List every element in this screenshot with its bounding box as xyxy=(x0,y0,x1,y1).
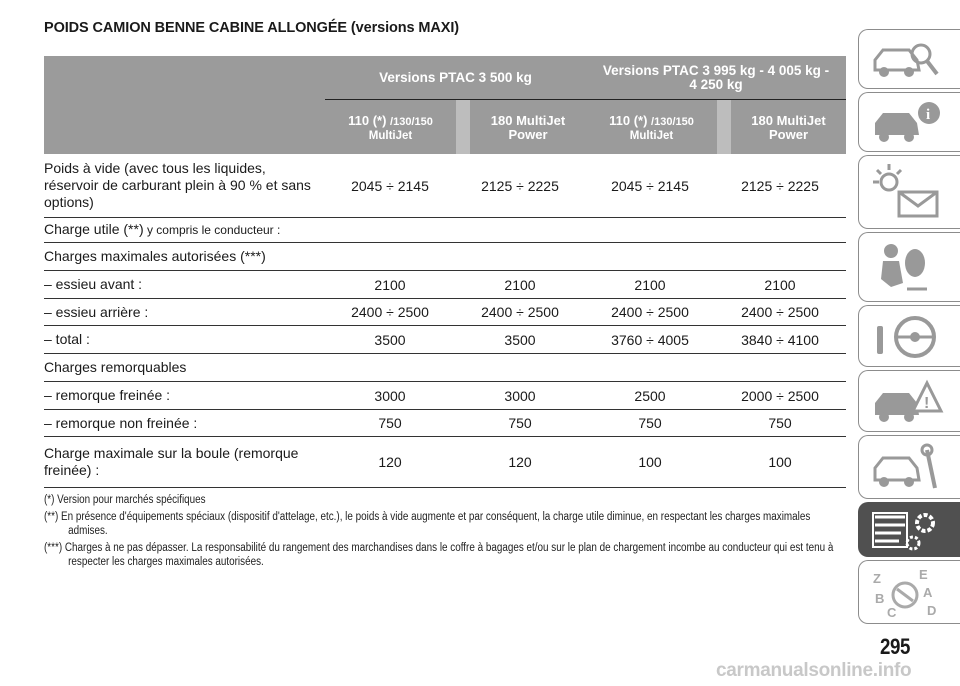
warning-lights-icon xyxy=(869,162,945,222)
header-group-3500: Versions PTAC 3 500 kg xyxy=(325,56,586,99)
header-group2-line1: Versions PTAC 3 995 kg - 4 005 kg - xyxy=(602,62,830,78)
cell-value: 3500 xyxy=(504,331,536,348)
cell-value: 2000 ÷ 2500 xyxy=(741,387,819,404)
table-row xyxy=(44,354,846,382)
svg-text:B: B xyxy=(875,591,885,606)
cell-value: 2045 ÷ 2145 xyxy=(611,177,689,194)
header-blank-cell xyxy=(44,56,325,154)
row-label: – total : xyxy=(44,331,90,347)
page-number: 295 xyxy=(880,634,910,659)
cell-value: 3000 xyxy=(374,387,406,404)
cell-value: 2125 ÷ 2225 xyxy=(741,177,819,194)
alphabet-index-icon xyxy=(869,567,945,619)
header-col-110-multijet: 110 (*) /130/150 MultiJet xyxy=(325,100,456,154)
table-row xyxy=(44,437,846,488)
svg-text:D: D xyxy=(927,603,937,618)
car-warning-icon xyxy=(869,377,945,427)
cell-value: 3840 ÷ 4100 xyxy=(741,331,819,348)
sidebar-tab-steering[interactable] xyxy=(858,305,960,367)
row-label: Poids à vide (avec tous les liquides, réservoir de carburant plein à 90 % et sans options) xyxy=(44,160,311,210)
specs-gears-icon xyxy=(869,509,945,553)
cell-value: 3500 xyxy=(374,331,406,348)
row-label: Charges maximales autorisées (***) xyxy=(44,248,266,264)
airbag-person-icon xyxy=(869,239,945,295)
cell-value: 120 xyxy=(508,454,532,470)
sidebar-tab-index[interactable] xyxy=(858,560,960,624)
table-row xyxy=(44,271,846,299)
watermark: carmanualsonline.info xyxy=(716,660,912,681)
row-label: – remorque freinée : xyxy=(44,387,171,403)
cell-value: 2400 ÷ 2500 xyxy=(481,304,559,320)
cell-value: 2100 xyxy=(634,276,666,293)
cell-value: 2400 ÷ 2500 xyxy=(351,304,429,320)
header-gap xyxy=(717,100,731,154)
row-label: Charge utile (**) y compris le conducteur : xyxy=(44,221,281,237)
cell-value: 100 xyxy=(768,454,792,470)
car-search-icon xyxy=(869,36,945,84)
footnote: (***) Charges à ne pas dépasser. La responsabilité du rangement des marchandises dans le coffre à bagages et/ou sur le plan de chargement incombe au conducteur qui est tenu à respecter les charges maximales autorisées. xyxy=(44,541,834,568)
row-label: – remorque non freinée : xyxy=(44,414,198,431)
footnote: (**) En présence d'équipements spéciaux (dispositif d'attelage, etc.), le poids à vide augmente et par conséquent, la charge utile diminue, en respectant les charges maximales admises. xyxy=(44,510,811,537)
header-col-180-multijet-power-2: 180 MultiJet Power xyxy=(731,100,846,154)
cell-value: 750 xyxy=(508,415,532,431)
svg-text:i: i xyxy=(926,107,931,123)
svg-text:C: C xyxy=(887,605,897,619)
cell-value: 2125 ÷ 2225 xyxy=(481,177,559,194)
cell-value: 100 xyxy=(638,454,662,470)
svg-text:E: E xyxy=(919,567,928,582)
header-gap xyxy=(456,100,470,154)
page-title: POIDS CAMION BENNE CABINE ALLONGÉE (versions MAXI) xyxy=(44,20,460,36)
sidebar-tab-car-tools[interactable] xyxy=(858,435,960,499)
svg-text:A: A xyxy=(923,585,933,600)
cell-value: 750 xyxy=(768,415,792,431)
steering-wheel-icon xyxy=(869,312,945,362)
cell-value: 2400 ÷ 2500 xyxy=(741,304,819,320)
table-row xyxy=(44,326,846,354)
sidebar-tab-airbag[interactable] xyxy=(858,232,960,302)
cell-value: 2045 ÷ 2145 xyxy=(351,177,429,194)
header-group-3995-4250 xyxy=(586,56,846,99)
row-label: – essieu avant : xyxy=(44,276,143,292)
cell-value: 750 xyxy=(638,415,662,431)
cell-value: 3000 xyxy=(504,387,536,404)
footnote: (*) Version pour marchés spécifiques xyxy=(44,494,206,506)
header-col-110-multijet-2: 110 (*) /130/150 MultiJet xyxy=(586,100,717,154)
table-row xyxy=(44,154,846,218)
table-row xyxy=(44,243,846,271)
header-col-180-multijet-power: 180 MultiJet Power xyxy=(470,100,586,154)
footnotes xyxy=(44,493,844,572)
table-row xyxy=(44,299,846,326)
svg-text:!: ! xyxy=(924,395,930,412)
row-label: Charge maximale sur la boule (remorque freinée) : xyxy=(44,445,299,478)
cell-value: 2100 xyxy=(764,276,796,293)
sidebar-tab-specs[interactable] xyxy=(858,502,960,557)
cell-value: 120 xyxy=(378,454,402,470)
cell-value: 750 xyxy=(378,415,402,431)
header-group2-line2: 4 250 kg xyxy=(689,76,743,92)
car-info-icon xyxy=(869,99,945,147)
table-row xyxy=(44,410,846,437)
sidebar-tab-car-warning[interactable] xyxy=(858,370,960,432)
cell-value: 2400 ÷ 2500 xyxy=(611,304,689,320)
cell-value: 3760 ÷ 4005 xyxy=(611,331,689,348)
svg-text:Z: Z xyxy=(873,571,881,586)
sidebar-tab-car-search[interactable] xyxy=(858,29,960,89)
table-row xyxy=(44,382,846,410)
row-label: – essieu arrière : xyxy=(44,303,149,320)
cell-value: 2100 xyxy=(374,276,406,293)
table-row xyxy=(44,218,846,243)
cell-value: 2500 xyxy=(634,387,666,404)
sidebar-tab-warning-lights[interactable] xyxy=(858,155,960,229)
row-label: Charges remorquables xyxy=(44,359,187,375)
cell-value: 2100 xyxy=(504,276,536,293)
car-tools-icon xyxy=(869,442,945,494)
sidebar-tab-car-info[interactable] xyxy=(858,92,960,152)
